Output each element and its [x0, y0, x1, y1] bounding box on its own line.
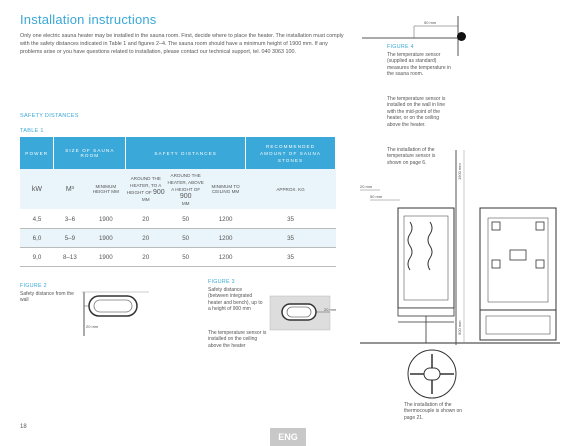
thermocouple-diagram	[400, 348, 464, 400]
cell: 35	[246, 248, 336, 267]
cell: 1900	[86, 229, 126, 248]
sub-m3: M³	[54, 169, 86, 210]
figure2-diagram	[74, 288, 154, 338]
language-tab[interactable]: ENG	[270, 428, 306, 446]
header-safety-distances: SAFETY DISTANCES	[126, 137, 246, 169]
figure4-label: FIGURE 4	[387, 44, 414, 50]
cell: 9,0	[20, 248, 54, 267]
figure2-text: Safety distance from the wall	[20, 291, 74, 304]
cell: 1200	[206, 248, 246, 267]
figure2-label: FIGURE 2	[20, 283, 47, 289]
dim-900: 900 mm	[457, 320, 462, 335]
ceiling-diagram	[362, 16, 468, 56]
figure3-diagram	[268, 292, 344, 336]
dim-top: 50 mm	[424, 20, 437, 25]
figure3-text: Safety distance (between integrated heater and bench), up to a height of 900 mm	[208, 287, 263, 313]
figure4-text3: The installation of the temperature sensor is shown on page 6.	[387, 147, 436, 166]
sub-around-high-text: AROUND THE HEATER, ABOVE A HEIGHT OF	[167, 172, 204, 192]
temperature-sensor-icon	[457, 32, 466, 41]
cell: 35	[246, 210, 336, 229]
thermocouple-text: The installation of the thermocouple is shown on page 21.	[404, 402, 463, 421]
cell: 35	[246, 229, 336, 248]
cell: 1900	[86, 210, 126, 229]
sub-around-high	[166, 169, 206, 210]
cell: 1200	[206, 229, 246, 248]
cell: 5–9	[54, 229, 86, 248]
cell: 20	[126, 210, 166, 229]
figure3-text2: The temperature sensor is installed on the ceiling above the heater	[208, 330, 267, 349]
header-power: POWER	[20, 137, 54, 169]
sub-around-low-text: AROUND THE HEATER, TO A HEIGHT OF	[126, 176, 162, 195]
intro-paragraph: Only one electric sauna heater may be installed in the sauna room. First, decide where to place the heater. The installation must comply with the safety distances indicated in Table 1 and figures 2–4. The sauna room should have a minimum height of 1900 mm. If any problems arise or you have questions related to installation, please contact our technical support, tel. 040 3063 100.	[20, 33, 344, 56]
sub-around-low-num: 900	[153, 189, 165, 196]
cell: 4,5	[20, 210, 54, 229]
cell: 3–6	[54, 210, 86, 229]
cell: 50	[166, 229, 206, 248]
figure2-dim: 20 mm	[86, 324, 99, 329]
sub-min-height: MINIMUM HEIGHT MM	[86, 169, 126, 210]
dim-20: 20 mm	[360, 184, 373, 189]
sub-around-high-unit: MM	[181, 200, 190, 206]
dim-1900: 1900 mm	[457, 163, 462, 180]
page-title: Installation instructions	[20, 12, 157, 27]
figure3-label: FIGURE 3	[208, 279, 235, 285]
page-number: 18	[20, 424, 27, 430]
cell: 1900	[86, 248, 126, 267]
cell: 1200	[206, 210, 246, 229]
cell: 20	[126, 229, 166, 248]
header-stones: RECOMMENDED AMOUNT OF SAUNA STONES	[246, 137, 336, 169]
sub-around-high-num: 900	[179, 192, 192, 200]
safety-table	[20, 137, 336, 267]
cell: 8–13	[54, 248, 86, 267]
cell: 6,0	[20, 229, 54, 248]
cell: 50	[166, 248, 206, 267]
sub-ceiling: MINIMUM TO CEILING MM	[206, 169, 246, 210]
sub-kw: kW	[20, 169, 54, 210]
figure4-text2: The temperature sensor is installed on the wall in line with the mid-point of the heater, or on the ceiling above the heater.	[387, 96, 446, 128]
cell: 50	[166, 210, 206, 229]
dim-50: 50 mm	[370, 194, 383, 199]
figure3-dim: 20 mm	[324, 307, 337, 312]
heater-diagram	[360, 150, 570, 350]
table-label: TABLE 1	[20, 128, 44, 134]
sub-around-low	[126, 169, 166, 210]
header-room-size: SIZE OF SAUNA ROOM	[54, 137, 126, 169]
safety-heading: SAFETY DISTANCES	[20, 113, 79, 119]
figure4-text1: The temperature sensor (supplied as standard) measures the temperature in the sauna room.	[387, 52, 451, 78]
cell: 20	[126, 248, 166, 267]
sub-stones: APPROX. KG	[246, 169, 336, 210]
sub-around-low-unit: MM	[141, 197, 150, 202]
